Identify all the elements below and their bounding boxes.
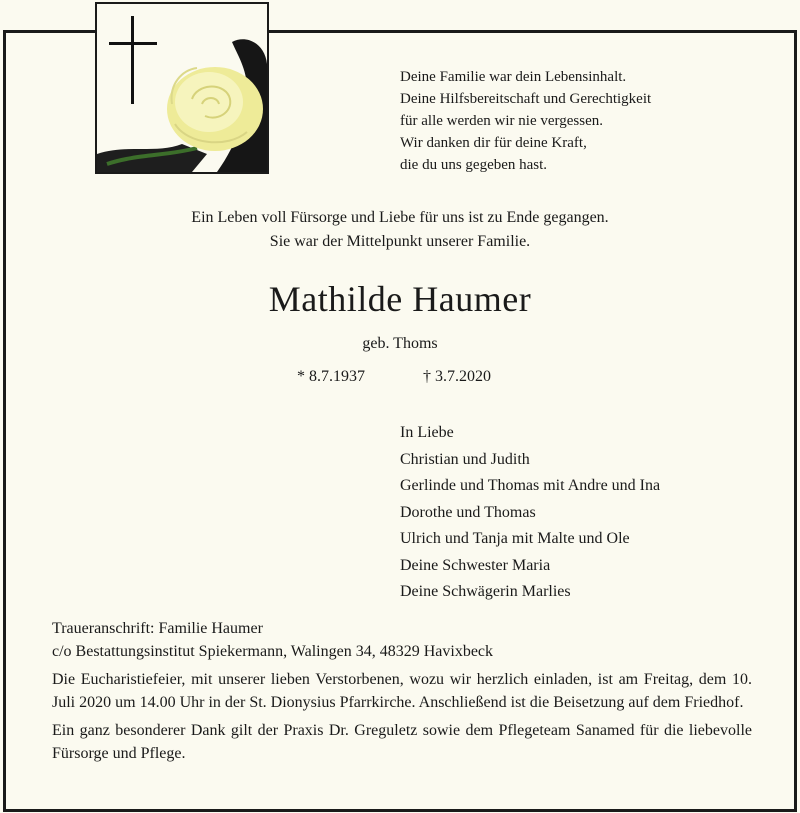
address-line: c/o Bestattungsinstitut Spiekermann, Walingen 34, 48329 Havixbeck bbox=[52, 642, 494, 660]
family-line: Deine Schwägerin Marlies bbox=[400, 583, 571, 600]
family-line: Christian und Judith bbox=[400, 450, 530, 468]
mourning-address bbox=[52, 618, 752, 663]
intro-line: Ein Leben voll Fürsorge und Liebe für uns ist zu Ende gegangen. bbox=[191, 209, 609, 226]
poem-line: für alle werden wir nie vergessen. bbox=[400, 113, 603, 129]
family-line: Ulrich und Tanja mit Malte und Ole bbox=[400, 530, 630, 547]
birth-name: geb. Thoms bbox=[362, 335, 438, 352]
notice-details bbox=[52, 618, 752, 771]
family-line: Dorothe und Thomas bbox=[400, 503, 536, 521]
rose-cross-image bbox=[95, 2, 269, 174]
family-line: Gerlinde und Thomas mit Andre und Ina bbox=[400, 477, 661, 494]
family-line: In Liebe bbox=[400, 424, 454, 441]
intro-line: Sie war der Mittelpunkt unserer Familie. bbox=[269, 233, 531, 250]
intro-text bbox=[0, 206, 800, 254]
poem-line: Deine Familie war dein Lebensinhalt. bbox=[400, 69, 627, 85]
poem bbox=[400, 66, 651, 176]
ceremony-text: Die Eucharistiefeier, mit unserer lieben Verstorbenen, wozu wir herzlich einladen, ist am Freitag, dem 10. Juli 2020 um 14.00 Uhr in der St. Dionysius Pfarrkirche. Anschließend ist die Beisetzung auf dem Friedhof. bbox=[52, 671, 752, 711]
address-line: Traueranschrift: Familie Haumer bbox=[52, 620, 263, 637]
deceased-name: Mathilde Haumer bbox=[268, 279, 532, 319]
death-date: † 3.7.2020 bbox=[423, 368, 491, 385]
birth-date: * 8.7.1937 bbox=[297, 368, 365, 385]
yellow-rose-icon bbox=[167, 67, 263, 151]
family-list bbox=[400, 420, 660, 606]
poem-line: Deine Hilfsbereitschaft und Gerechtigkeit bbox=[400, 91, 652, 107]
poem-line: Wir danken dir für deine Kraft, bbox=[400, 135, 587, 151]
family-line: Deine Schwester Maria bbox=[400, 556, 551, 574]
poem-line: die du uns gegeben hast. bbox=[400, 157, 548, 173]
thanks-text: Ein ganz besonderer Dank gilt der Praxis Dr. Greguletz sowie dem Pflegeteam Sanamed für die liebevolle Fürsorge und Pflege. bbox=[52, 722, 752, 762]
